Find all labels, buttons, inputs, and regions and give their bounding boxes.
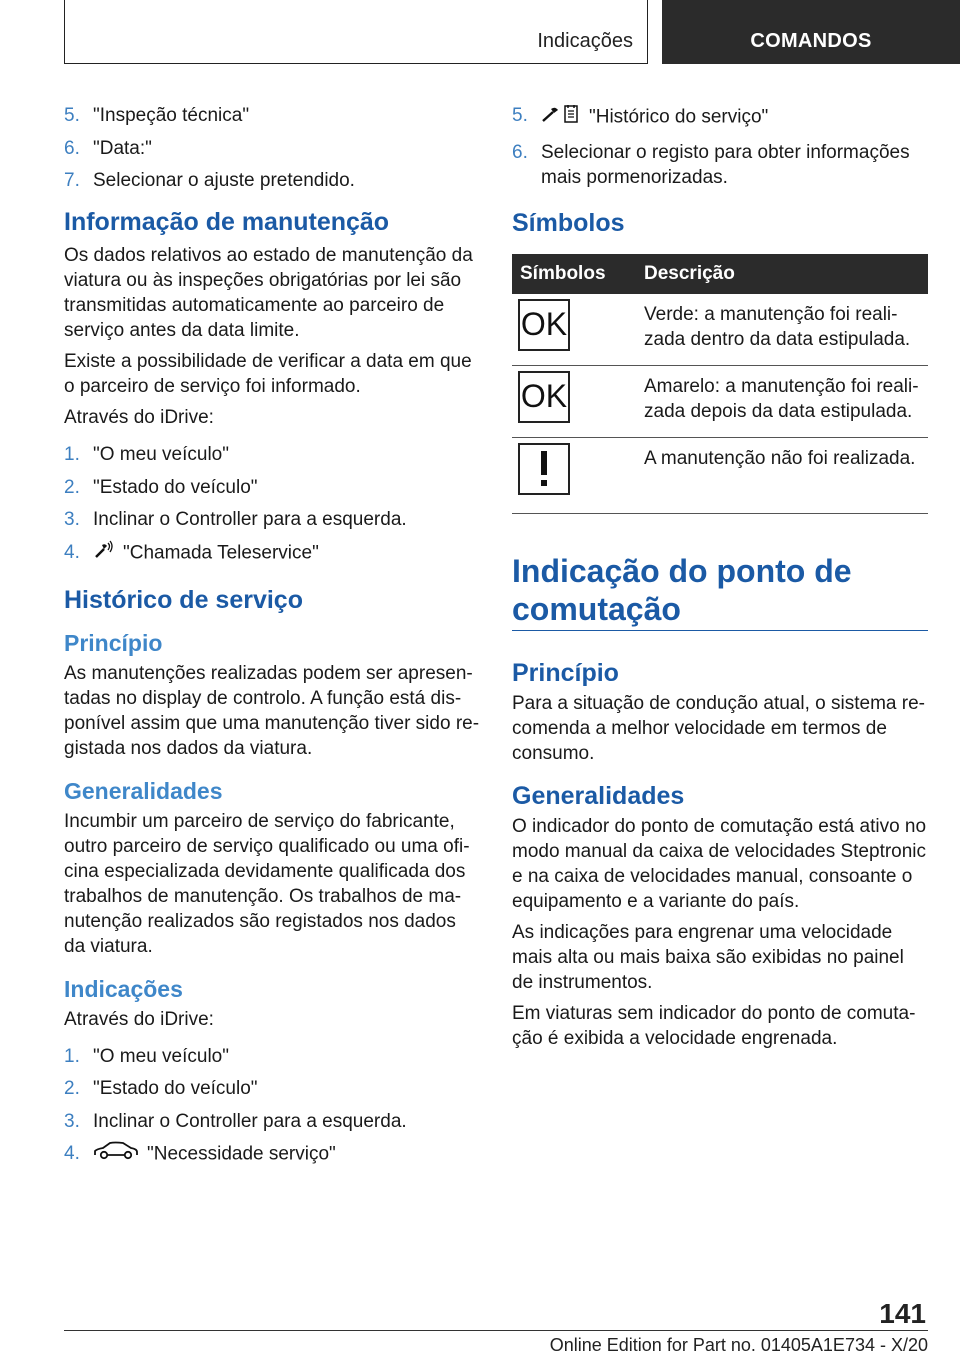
step-label: "Necessidade serviço": [147, 1143, 336, 1165]
step-number: 4.: [64, 541, 80, 563]
header-chapter: COMANDOS: [750, 30, 872, 52]
description-cell: A manutenção não foi realizada.: [636, 437, 928, 513]
list-item: [64, 168, 480, 193]
teleservice-wrench-icon: [93, 540, 115, 567]
step-text: Selecionar o registo para obter informações mais pormenorizadas.: [541, 141, 910, 188]
heading-symbols: Símbolos: [512, 208, 625, 237]
header-chapter-tab: [662, 0, 960, 64]
step-text: "Inspeção técnica": [93, 105, 250, 126]
list-item: [64, 1076, 480, 1101]
chapter-title: Indicação do ponto de comutação: [512, 552, 852, 627]
left-column: [64, 103, 480, 1176]
header-section: Indicações: [537, 30, 633, 52]
chapter-title-block: [512, 552, 928, 631]
list-item: [64, 103, 480, 128]
symbol-cell: [512, 365, 636, 437]
paragraph: Em viaturas sem indicador do ponto de comutação é exibida a velocidade engrenada.: [512, 1002, 916, 1049]
symbol-cell: [512, 294, 636, 366]
paragraph: Incumbir um parceiro de serviço do fabricante, outro parceiro de serviço qualificado ou uma oficina especializada devidamente qualificada dos trabalhos de manutenção. Os trabalhos de manutenção realizados são registados nos dados da viatura.: [64, 810, 470, 957]
table-row: [512, 437, 928, 513]
footer-edition: Online Edition for Part no. 01405A1E734 - X/20: [549, 1335, 928, 1355]
paragraph: Através do iDrive:: [64, 407, 214, 428]
list-item: [64, 507, 480, 532]
step-text: "O meu veículo": [93, 444, 229, 465]
heading-indications: Indicações: [64, 975, 183, 1002]
ok-yellow-icon: OK: [518, 371, 570, 423]
list-item: [64, 442, 480, 467]
step-number: 6.: [64, 137, 80, 159]
table-row: [512, 365, 928, 437]
step-text-with-icon: [93, 540, 480, 567]
car-service-icon: [93, 1141, 139, 1168]
footer-divider: [64, 1330, 928, 1331]
step-text: Inclinar o Controller para a esquerda.: [93, 1110, 407, 1132]
step-text: Selecionar o ajuste pretendido.: [93, 170, 355, 191]
step-text-with-icon: [541, 103, 928, 132]
heading-principle: Princípio: [64, 629, 163, 656]
paragraph: Através do iDrive:: [64, 1008, 214, 1030]
heading-service-history: Histórico de serviço: [64, 585, 303, 614]
page-number: 141: [879, 1298, 926, 1329]
step-number: 3.: [64, 1110, 80, 1132]
step-number: 1.: [64, 444, 80, 465]
step-number: 2.: [64, 476, 80, 498]
step-number: 6.: [512, 141, 528, 163]
list-item: [64, 540, 480, 567]
step-text: "Estado do veículo": [93, 476, 258, 498]
steps-list-indications: [64, 1044, 480, 1169]
description-cell: Amarelo: a manutenção foi realizada depois da data estipulada.: [636, 365, 928, 437]
list-item: [64, 1109, 480, 1134]
description-cell: Verde: a manutenção foi realizada dentro da data estipulada.: [636, 294, 928, 366]
step-number: 1.: [64, 1045, 80, 1067]
step-label: "Chamada Teleservice": [123, 542, 319, 564]
step-number: 5.: [64, 105, 80, 126]
table-header-row: [512, 254, 928, 294]
list-item: [64, 475, 480, 500]
step-number: 5.: [512, 105, 528, 126]
symbol-cell: [512, 437, 636, 513]
list-item: [64, 1141, 480, 1168]
step-text: "O meu veículo": [93, 1045, 229, 1067]
step-number: 7.: [64, 170, 80, 191]
heading-general: Generalidades: [512, 781, 685, 810]
heading-principle: Princípio: [512, 658, 619, 687]
steps-list-info: [64, 442, 480, 567]
heading-general: Generalidades: [64, 777, 223, 804]
step-text: "Data:": [93, 137, 152, 159]
steps-list-history: [512, 103, 928, 190]
paragraph: As manutenções realizadas podem ser apresentadas no display de controlo. A função está disponível assim que uma manutenção tiver sido registada nos dados da viatura.: [64, 662, 480, 759]
ok-green-icon: OK: [518, 299, 570, 351]
step-number: 2.: [64, 1078, 80, 1099]
symbols-table: [512, 254, 928, 514]
step-text-with-icon: [93, 1141, 480, 1168]
list-item: [64, 136, 480, 161]
step-number: 4.: [64, 1143, 80, 1164]
paragraph: Existe a possibilidade de verificar a data em que o parceiro de serviço foi informado.: [64, 351, 472, 397]
table-header-symbols: Símbolos: [512, 254, 636, 294]
service-history-icon: [541, 103, 581, 132]
heading-maintenance-info: Informação de manutenção: [64, 208, 390, 236]
paragraph: Os dados relativos ao estado de manutenção da viatura ou às inspeções obrigatórias por lei são transmitidas automaticamente ao parceiro de serviço antes da data limite.: [64, 245, 473, 341]
right-column: [512, 103, 928, 1057]
list-item: [512, 140, 928, 190]
step-text: "Estado do veículo": [93, 1078, 258, 1099]
step-label: "Histórico do serviço": [589, 106, 769, 128]
table-row: [512, 294, 928, 366]
list-item: [512, 103, 928, 132]
step-text: Inclinar o Controller para a esquerda.: [93, 509, 407, 530]
table-header-description: Descrição: [636, 254, 928, 294]
steps-list-top: [64, 103, 480, 193]
list-item: [64, 1044, 480, 1069]
header-section-box: [64, 0, 648, 64]
paragraph: O indicador do ponto de comutação está ativo no modo manual da caixa de velocidades Steptronic e na caixa de velocidades manual, consoante o equipamento e a variante do país.: [512, 815, 927, 912]
paragraph: Para a situação de condução atual, o sistema recomenda a melhor velocidade em termos de consumo.: [512, 692, 925, 764]
paragraph: As indicações para engrenar uma velocidade mais alta ou mais baixa são exibidas no painel de instrumentos.: [512, 921, 904, 993]
step-number: 3.: [64, 509, 80, 530]
exclamation-icon: [518, 443, 570, 495]
